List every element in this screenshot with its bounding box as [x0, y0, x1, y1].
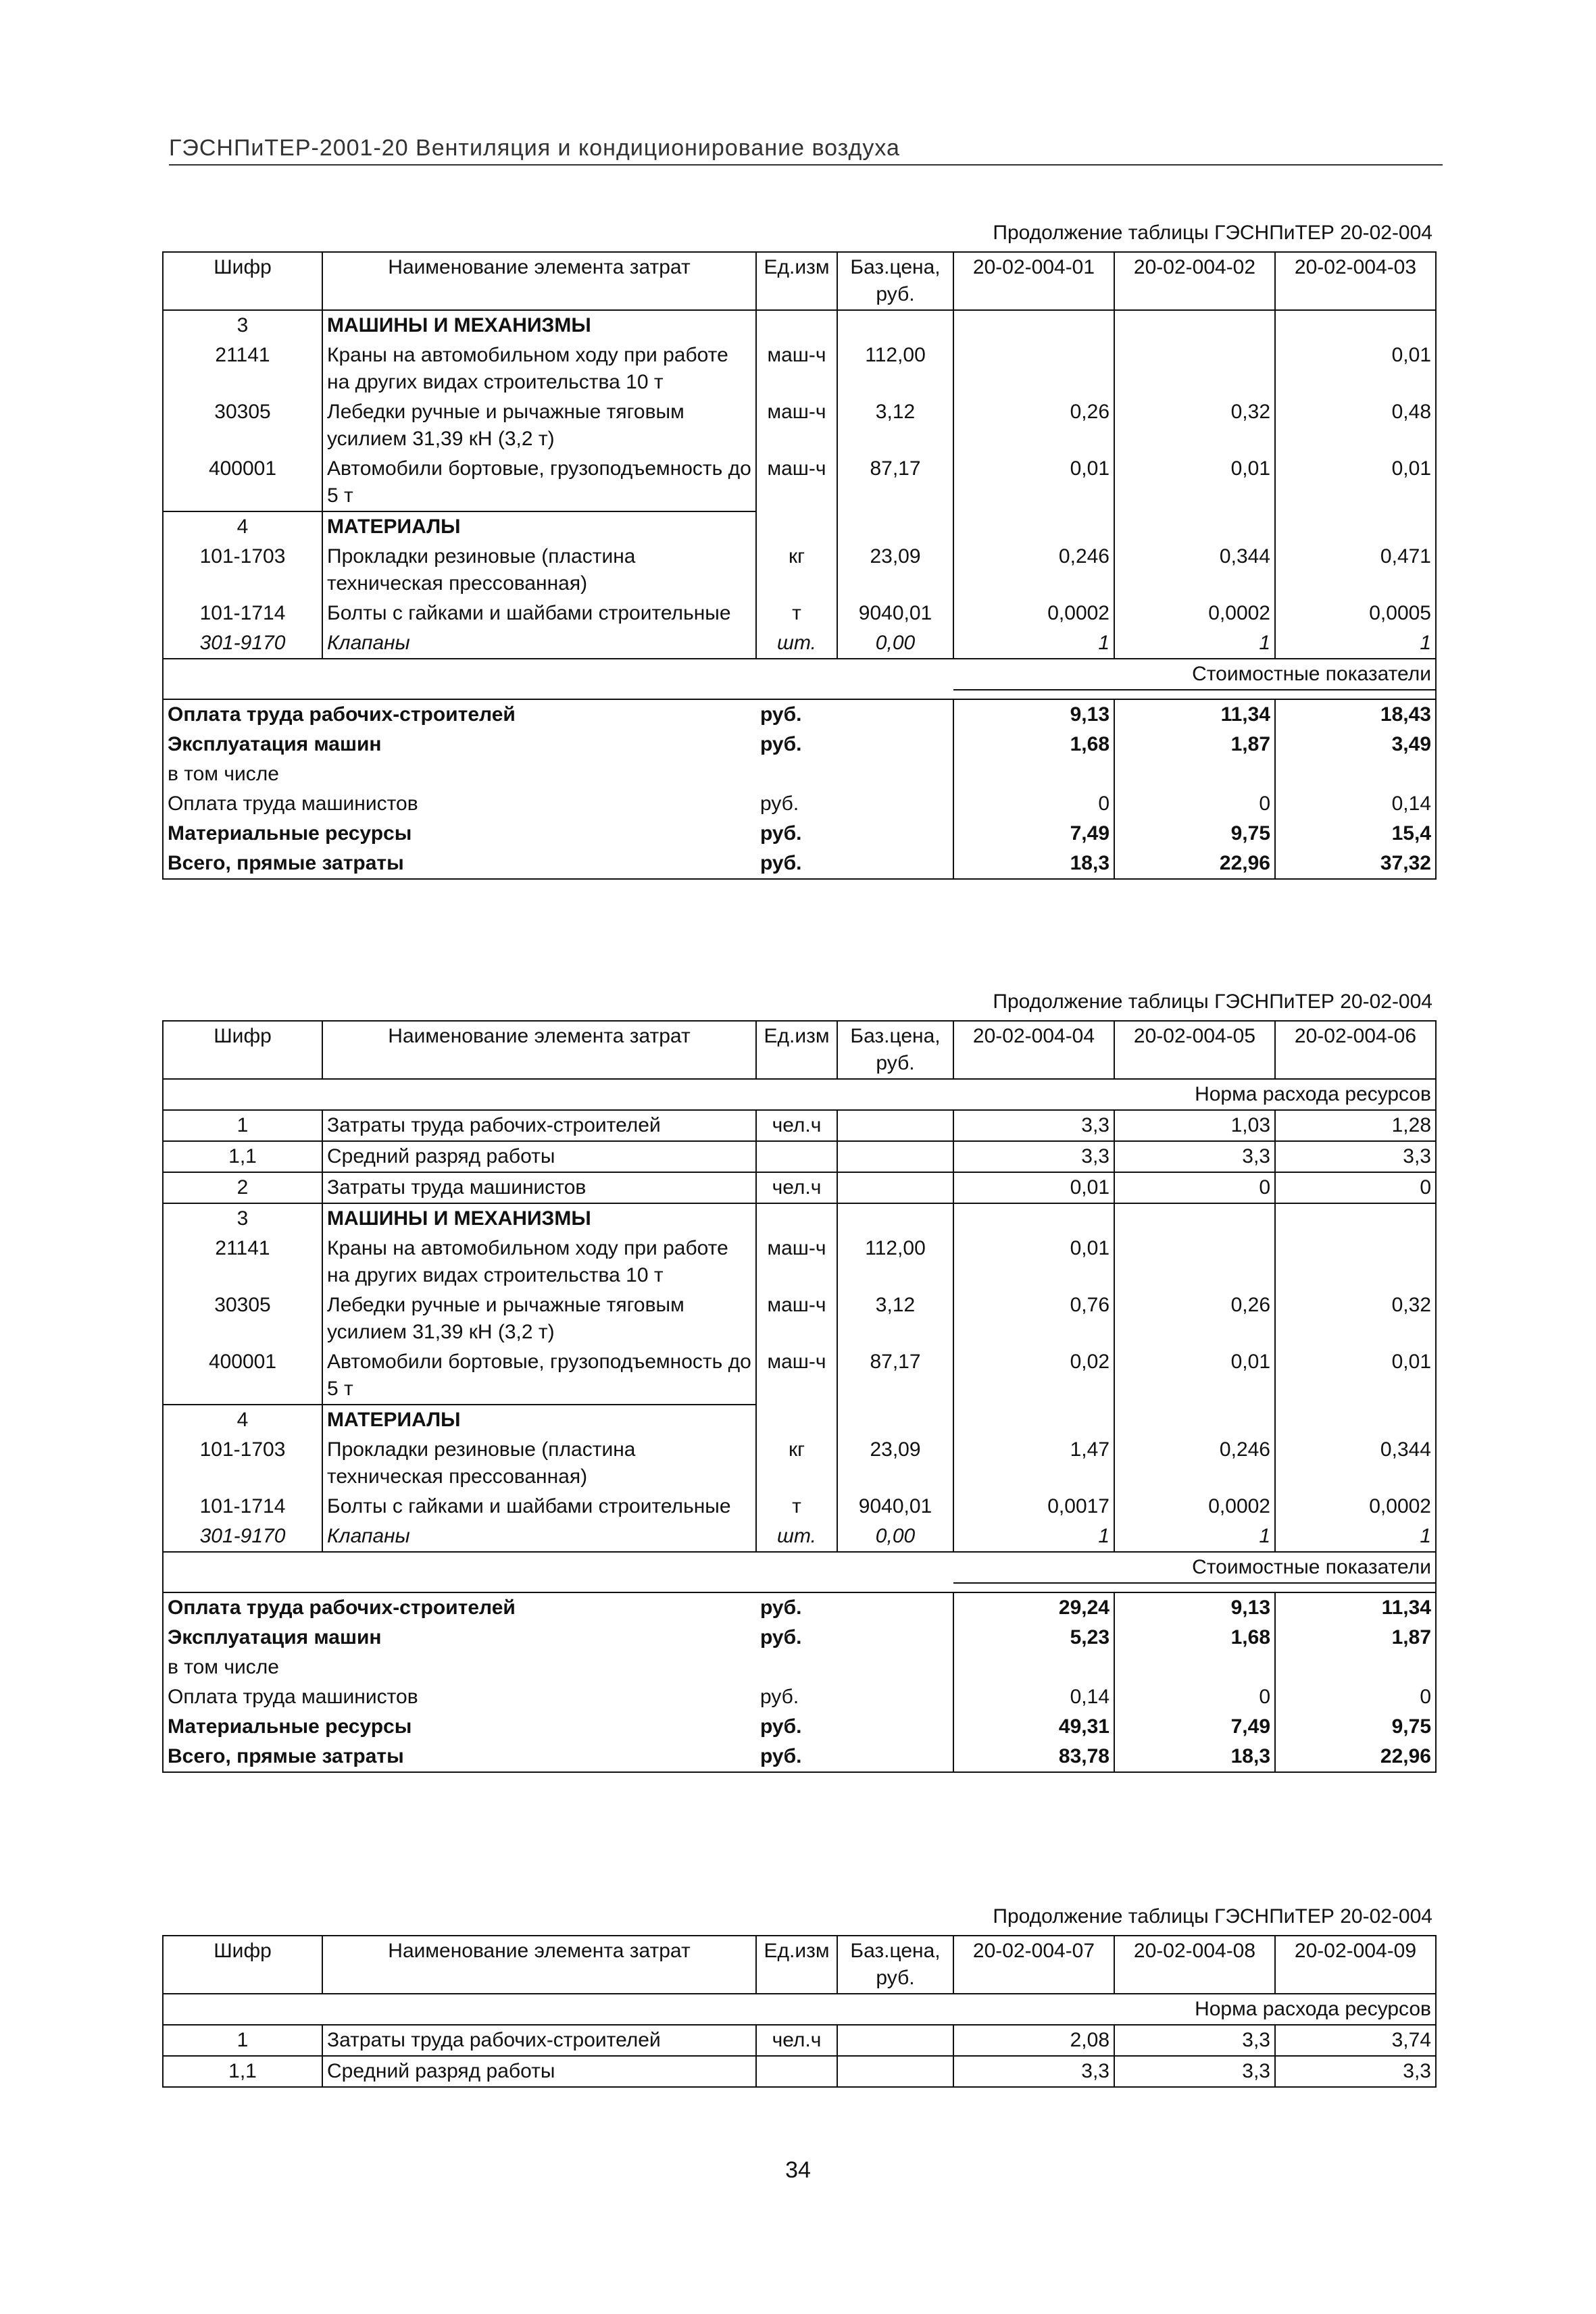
- table-row: [163, 511, 1436, 542]
- row-value-2: [1114, 1405, 1275, 1435]
- col-header-code: Шифр: [163, 252, 322, 310]
- row-code: 3: [163, 310, 322, 341]
- row-code: 1,1: [163, 2056, 322, 2087]
- col-header-code-8: 20-02-004-08: [1114, 1936, 1275, 1994]
- cost-value-3: 11,34: [1275, 1592, 1436, 1623]
- row-value-3: 0,01: [1275, 341, 1436, 397]
- cost-name: Оплата труда машинистов: [163, 789, 756, 819]
- row-code: 1,1: [163, 1141, 322, 1172]
- row-value-3: 3,3: [1275, 1141, 1436, 1172]
- cost-row: [163, 1623, 1436, 1653]
- row-value-2: 1: [1114, 1521, 1275, 1552]
- row-price: 23,09: [837, 542, 953, 599]
- col-header-price: Баз.цена, руб.: [837, 252, 953, 310]
- cost-value-3: 0,14: [1275, 789, 1436, 819]
- cost-row: [163, 759, 1436, 789]
- row-name: Автомобили бортовые, грузоподъемность до 5 т: [322, 454, 756, 511]
- row-name: Лебедки ручные и рычажные тяговым усилием 31,39 кН (3,2 т): [322, 1290, 756, 1347]
- row-value-2: 0,32: [1114, 397, 1275, 454]
- row-value-3: 1: [1275, 628, 1436, 659]
- row-price: 9040,01: [837, 599, 953, 628]
- row-value-1: [953, 1405, 1114, 1435]
- col-header-price: Баз.цена, руб.: [837, 1021, 953, 1079]
- row-code: 4: [163, 1405, 322, 1435]
- row-code: 2: [163, 1172, 322, 1203]
- cost-name: Оплата труда машинистов: [163, 1682, 756, 1712]
- row-value-3: 3,3: [1275, 2056, 1436, 2087]
- col-header-code-9: 20-02-004-09: [1275, 1936, 1436, 1994]
- table-caption: Продолжение таблицы ГЭСНПиТЕР 20-02-004: [993, 222, 1432, 244]
- col-header-code-1: 20-02-004-01: [953, 252, 1114, 310]
- cost-value-2: 11,34: [1114, 699, 1275, 730]
- row-price: [837, 511, 953, 542]
- row-value-2: 3,3: [1114, 2056, 1275, 2087]
- cost-value-1: [953, 1653, 1114, 1682]
- resource-table-2: [162, 1020, 1437, 1773]
- row-price: 87,17: [837, 454, 953, 511]
- cost-value-3: [1275, 1653, 1436, 1682]
- col-header-code-6: 20-02-004-06: [1275, 1021, 1436, 1079]
- cost-unit: руб.: [760, 703, 802, 726]
- row-value-2: 0: [1114, 1172, 1275, 1203]
- row-unit: чел.ч: [756, 1172, 837, 1203]
- cost-name: Эксплуатация машин: [163, 730, 756, 759]
- cost-value-2: 22,96: [1114, 849, 1275, 879]
- row-code: 400001: [163, 454, 322, 511]
- col-header-code-5: 20-02-004-05: [1114, 1021, 1275, 1079]
- row-value-1: 1: [953, 628, 1114, 659]
- row-value-1: 0,246: [953, 542, 1114, 599]
- row-value-1: [953, 310, 1114, 341]
- row-price: [837, 2056, 953, 2087]
- row-value-3: 1,28: [1275, 1110, 1436, 1141]
- row-value-3: [1275, 310, 1436, 341]
- col-header-code: Шифр: [163, 1021, 322, 1079]
- row-name: МАШИНЫ И МЕХАНИЗМЫ: [322, 1203, 756, 1234]
- table-row: [163, 542, 1436, 599]
- cost-name: Материальные ресурсы: [163, 1712, 756, 1742]
- cost-value-1: 0: [953, 789, 1114, 819]
- row-name: МАШИНЫ И МЕХАНИЗМЫ: [322, 310, 756, 341]
- table-row: [163, 1435, 1436, 1492]
- row-code: 1: [163, 1110, 322, 1141]
- row-code: 21141: [163, 1234, 322, 1290]
- col-header-code-2: 20-02-004-02: [1114, 252, 1275, 310]
- row-name: Краны на автомобильном ходу при работе на других видах строительства 10 т: [322, 341, 756, 397]
- col-header-unit: Ед.изм: [756, 1021, 837, 1079]
- table-caption: Продолжение таблицы ГЭСНПиТЕР 20-02-004: [993, 1905, 1432, 1928]
- row-value-2: [1114, 310, 1275, 341]
- row-value-1: 3,3: [953, 1110, 1114, 1141]
- row-unit: шт.: [756, 628, 837, 659]
- cost-value-2: 7,49: [1114, 1712, 1275, 1742]
- cost-value-3: 0: [1275, 1682, 1436, 1712]
- cost-value-3: 18,43: [1275, 699, 1436, 730]
- row-unit: [756, 1203, 837, 1234]
- row-name: Затраты труда рабочих-строителей: [322, 2025, 756, 2056]
- row-value-2: 0,246: [1114, 1435, 1275, 1492]
- row-unit: кг: [756, 542, 837, 599]
- row-unit: шт.: [756, 1521, 837, 1552]
- row-price: [837, 1172, 953, 1203]
- row-price: [837, 1203, 953, 1234]
- cost-value-3: 9,75: [1275, 1712, 1436, 1742]
- row-value-2: [1114, 511, 1275, 542]
- row-value-2: 0,26: [1114, 1290, 1275, 1347]
- cost-unit: [756, 1653, 837, 1682]
- row-code: 101-1714: [163, 599, 322, 628]
- cost-row: [163, 1682, 1436, 1712]
- row-value-3: 0,32: [1275, 1290, 1436, 1347]
- row-price: [837, 1141, 953, 1172]
- col-header-unit: Ед.изм: [756, 1936, 837, 1994]
- row-value-1: [953, 511, 1114, 542]
- cost-value-2: 0: [1114, 789, 1275, 819]
- cost-row: [163, 789, 1436, 819]
- cost-name: Всего, прямые затраты: [163, 849, 756, 879]
- cost-value-2: 9,75: [1114, 819, 1275, 849]
- row-unit: чел.ч: [756, 2025, 837, 2056]
- row-value-3: [1275, 1234, 1436, 1290]
- row-value-1: 0,02: [953, 1347, 1114, 1405]
- row-value-1: [953, 341, 1114, 397]
- row-name: Затраты труда рабочих-строителей: [322, 1110, 756, 1141]
- cost-name: Оплата труда рабочих-строителей: [163, 699, 756, 730]
- table-row: [163, 2025, 1436, 2056]
- row-value-2: [1114, 1203, 1275, 1234]
- row-code: 4: [163, 511, 322, 542]
- cost-value-2: 18,3: [1114, 1742, 1275, 1772]
- table-row: [163, 1203, 1436, 1234]
- table-caption: Продолжение таблицы ГЭСНПиТЕР 20-02-004: [993, 990, 1432, 1013]
- cost-value-1: 18,3: [953, 849, 1114, 879]
- row-value-3: 0,0005: [1275, 599, 1436, 628]
- row-unit: [756, 2056, 837, 2087]
- cost-unit: руб.: [756, 1742, 837, 1772]
- row-name: Клапаны: [322, 1521, 756, 1552]
- table-row: [163, 628, 1436, 659]
- row-unit: маш-ч: [756, 1347, 837, 1405]
- row-name: Средний разряд работы: [322, 2056, 756, 2087]
- row-value-1: 0,01: [953, 1172, 1114, 1203]
- row-value-2: 0,0002: [1114, 1492, 1275, 1521]
- cost-name: Оплата труда рабочих-строителей: [163, 1592, 756, 1623]
- col-header-code-3: 20-02-004-03: [1275, 252, 1436, 310]
- row-price: 0,00: [837, 628, 953, 659]
- cost-value-2: [1114, 1653, 1275, 1682]
- row-unit: [756, 511, 837, 542]
- row-price: [837, 1405, 953, 1435]
- cost-name: в том числе: [163, 1653, 756, 1682]
- col-header-code-4: 20-02-004-04: [953, 1021, 1114, 1079]
- row-value-1: 2,08: [953, 2025, 1114, 2056]
- col-header-name: Наименование элемента затрат: [322, 252, 756, 310]
- norma-section-label: Норма расхода ресурсов: [163, 1994, 1436, 2025]
- row-unit: [756, 1405, 837, 1435]
- row-value-1: 3,3: [953, 1141, 1114, 1172]
- row-value-3: 0,01: [1275, 1347, 1436, 1405]
- cost-value-1: 0,14: [953, 1682, 1114, 1712]
- table-row: [163, 1347, 1436, 1405]
- row-value-2: 0,01: [1114, 1347, 1275, 1405]
- cost-row: [163, 1742, 1436, 1772]
- row-unit: маш-ч: [756, 341, 837, 397]
- row-name: Краны на автомобильном ходу при работе на других видах строительства 10 т: [322, 1234, 756, 1290]
- row-value-2: 3,3: [1114, 1141, 1275, 1172]
- row-value-3: 0: [1275, 1172, 1436, 1203]
- cost-value-3: 22,96: [1275, 1742, 1436, 1772]
- row-value-2: 0,0002: [1114, 599, 1275, 628]
- row-value-1: 1,47: [953, 1435, 1114, 1492]
- row-value-2: 0,01: [1114, 454, 1275, 511]
- row-price: 112,00: [837, 1234, 953, 1290]
- cost-value-1: 29,24: [953, 1592, 1114, 1623]
- row-value-1: 0,01: [953, 454, 1114, 511]
- cost-unit: руб.: [760, 1686, 799, 1708]
- col-header-name: Наименование элемента затрат: [322, 1936, 756, 1994]
- row-unit: т: [756, 1492, 837, 1521]
- table-row: [163, 1172, 1436, 1203]
- row-code: 1: [163, 2025, 322, 2056]
- table-row: [163, 1141, 1436, 1172]
- row-price: [837, 1110, 953, 1141]
- resource-table-1: [162, 251, 1437, 880]
- cost-unit: руб.: [760, 1596, 802, 1619]
- row-value-2: [1114, 341, 1275, 397]
- cost-value-2: [1114, 759, 1275, 789]
- row-value-1: 3,3: [953, 2056, 1114, 2087]
- row-value-1: 0,76: [953, 1290, 1114, 1347]
- row-code: 101-1714: [163, 1492, 322, 1521]
- cost-row: [163, 1592, 1436, 1623]
- cost-value-3: [1275, 759, 1436, 789]
- table-row: [163, 1234, 1436, 1290]
- row-name: Лебедки ручные и рычажные тяговым усилием 31,39 кН (3,2 т): [322, 397, 756, 454]
- col-header-code-7: 20-02-004-07: [953, 1936, 1114, 1994]
- row-name: Прокладки резиновые (пластина техническая прессованная): [322, 542, 756, 599]
- table-row: [163, 454, 1436, 511]
- row-name: Клапаны: [322, 628, 756, 659]
- cost-unit: руб.: [760, 733, 802, 755]
- cost-row: [163, 699, 1436, 730]
- row-price: 9040,01: [837, 1492, 953, 1521]
- cost-value-2: 9,13: [1114, 1592, 1275, 1623]
- row-value-1: [953, 1203, 1114, 1234]
- cost-name: Эксплуатация машин: [163, 1623, 756, 1653]
- page-number: 34: [785, 2157, 811, 2183]
- row-price: 0,00: [837, 1521, 953, 1552]
- row-name: МАТЕРИАЛЫ: [322, 1405, 756, 1435]
- row-code: 301-9170: [163, 628, 322, 659]
- cost-value-3: 15,4: [1275, 819, 1436, 849]
- table-row: [163, 1290, 1436, 1347]
- row-unit: [756, 310, 837, 341]
- row-unit: маш-ч: [756, 1290, 837, 1347]
- row-value-1: 0,0017: [953, 1492, 1114, 1521]
- cost-row: [163, 1653, 1436, 1682]
- row-price: 112,00: [837, 341, 953, 397]
- cost-unit: руб.: [756, 849, 837, 879]
- row-value-1: 0,26: [953, 397, 1114, 454]
- row-value-2: [1114, 1234, 1275, 1290]
- cost-unit: руб.: [760, 1715, 802, 1738]
- table-row: [163, 341, 1436, 397]
- row-code: 101-1703: [163, 542, 322, 599]
- cost-row: [163, 849, 1436, 879]
- row-value-3: 1: [1275, 1521, 1436, 1552]
- cost-value-1: 9,13: [953, 699, 1114, 730]
- cost-value-1: [953, 759, 1114, 789]
- cost-row: [163, 1712, 1436, 1742]
- row-code: 400001: [163, 1347, 322, 1405]
- table-row: [163, 1110, 1436, 1141]
- col-header-price: Баз.цена, руб.: [837, 1936, 953, 1994]
- cost-value-3: 37,32: [1275, 849, 1436, 879]
- row-value-3: 0,48: [1275, 397, 1436, 454]
- row-name: Болты с гайками и шайбами строительные: [322, 1492, 756, 1521]
- row-price: 3,12: [837, 1290, 953, 1347]
- cost-value-1: 83,78: [953, 1742, 1114, 1772]
- cost-value-1: 49,31: [953, 1712, 1114, 1742]
- row-value-2: 3,3: [1114, 2025, 1275, 2056]
- page-header: ГЭСНПиТЕР-2001-20 Вентиляция и кондиционирование воздуха: [169, 135, 1443, 166]
- cost-value-1: 1,68: [953, 730, 1114, 759]
- cost-unit: руб.: [760, 1626, 802, 1649]
- row-value-3: 3,74: [1275, 2025, 1436, 2056]
- row-price: 87,17: [837, 1347, 953, 1405]
- cost-name: Всего, прямые затраты: [163, 1742, 756, 1772]
- row-value-2: 1,03: [1114, 1110, 1275, 1141]
- row-unit: т: [756, 599, 837, 628]
- row-unit: кг: [756, 1435, 837, 1492]
- table-row: [163, 397, 1436, 454]
- row-code: 101-1703: [163, 1435, 322, 1492]
- cost-value-1: 5,23: [953, 1623, 1114, 1653]
- row-price: [837, 2025, 953, 2056]
- row-value-2: 1: [1114, 628, 1275, 659]
- row-name: Затраты труда машинистов: [322, 1172, 756, 1203]
- cost-value-1: 7,49: [953, 819, 1114, 849]
- row-name: МАТЕРИАЛЫ: [322, 511, 756, 542]
- row-name: Автомобили бортовые, грузоподъемность до 5 т: [322, 1347, 756, 1405]
- cost-unit: руб.: [760, 822, 802, 845]
- col-header-unit: Ед.изм: [756, 252, 837, 310]
- table-row: [163, 599, 1436, 628]
- col-header-name: Наименование элемента затрат: [322, 1021, 756, 1079]
- table-row: [163, 1405, 1436, 1435]
- row-unit: чел.ч: [756, 1110, 837, 1141]
- cost-name: в том числе: [163, 759, 756, 789]
- table-row: [163, 2056, 1436, 2087]
- cost-value-2: 1,68: [1114, 1623, 1275, 1653]
- row-unit: маш-ч: [756, 397, 837, 454]
- cost-row: [163, 730, 1436, 759]
- row-unit: маш-ч: [756, 1234, 837, 1290]
- row-unit: маш-ч: [756, 454, 837, 511]
- row-name: Прокладки резиновые (пластина техническая прессованная): [322, 1435, 756, 1492]
- cost-section-label: Стоимостные показатели: [953, 659, 1436, 690]
- row-code: 30305: [163, 1290, 322, 1347]
- norma-section-label: Норма расхода ресурсов: [163, 1079, 1436, 1110]
- row-value-3: [1275, 1405, 1436, 1435]
- cost-section-label: Стоимостные показатели: [953, 1552, 1436, 1583]
- row-value-3: 0,01: [1275, 454, 1436, 511]
- cost-row: [163, 819, 1436, 849]
- row-price: 3,12: [837, 397, 953, 454]
- row-value-2: 0,344: [1114, 542, 1275, 599]
- row-code: 30305: [163, 397, 322, 454]
- row-value-3: 0,471: [1275, 542, 1436, 599]
- row-code: 21141: [163, 341, 322, 397]
- table-row: [163, 310, 1436, 341]
- cost-name: Материальные ресурсы: [163, 819, 756, 849]
- cost-value-3: 1,87: [1275, 1623, 1436, 1653]
- row-value-3: [1275, 1203, 1436, 1234]
- row-code: 301-9170: [163, 1521, 322, 1552]
- cost-value-2: 1,87: [1114, 730, 1275, 759]
- row-price: [837, 310, 953, 341]
- cost-unit: руб.: [760, 793, 799, 815]
- cost-value-2: 0: [1114, 1682, 1275, 1712]
- table-row: [163, 1521, 1436, 1552]
- cost-value-3: 3,49: [1275, 730, 1436, 759]
- row-value-1: 0,01: [953, 1234, 1114, 1290]
- row-name: Болты с гайками и шайбами строительные: [322, 599, 756, 628]
- row-unit: [756, 1141, 837, 1172]
- row-value-3: 0,0002: [1275, 1492, 1436, 1521]
- table-row: [163, 1492, 1436, 1521]
- col-header-code: Шифр: [163, 1936, 322, 1994]
- row-value-3: 0,344: [1275, 1435, 1436, 1492]
- cost-unit: [756, 759, 837, 789]
- row-value-1: 0,0002: [953, 599, 1114, 628]
- row-name: Средний разряд работы: [322, 1141, 756, 1172]
- row-code: 3: [163, 1203, 322, 1234]
- resource-table-3: [162, 1935, 1437, 2088]
- row-price: 23,09: [837, 1435, 953, 1492]
- row-value-3: [1275, 511, 1436, 542]
- row-value-1: 1: [953, 1521, 1114, 1552]
